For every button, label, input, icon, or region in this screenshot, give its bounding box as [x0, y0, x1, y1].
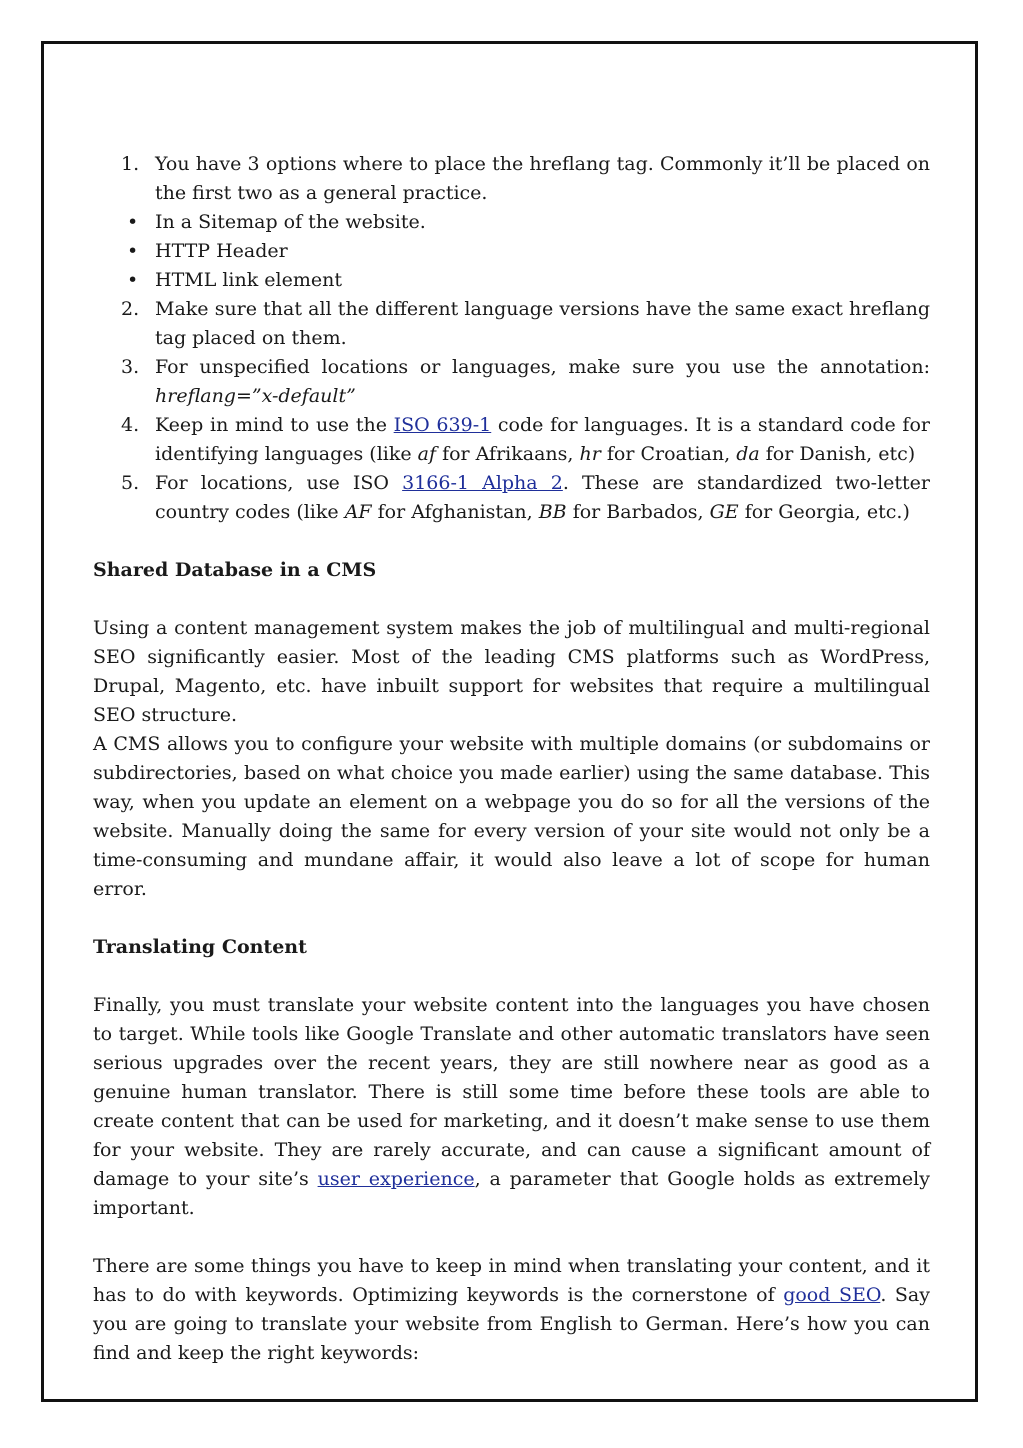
document-body [93, 150, 930, 1368]
code-hr: hr [579, 443, 601, 465]
section-heading-cms: Shared Database in a CMS [93, 559, 377, 581]
user-experience-link[interactable]: user experience [317, 1168, 475, 1190]
good-seo-link[interactable]: good SEO [783, 1284, 881, 1306]
paragraph-translating-2 [93, 1252, 930, 1368]
text-run: for Barbados, [566, 501, 710, 523]
spacer [93, 527, 930, 556]
text-run: for Croatian, [600, 443, 737, 465]
text-run: . Say you are going to translate your website from English to German. Here’s how you can find and keep the right keywords: [93, 1284, 930, 1364]
text-run: for Afghanistan, [371, 501, 539, 523]
spacer [93, 585, 930, 614]
list-number: 5. [121, 472, 140, 494]
text-run: . These are standardized two-letter country codes (like [155, 472, 930, 523]
list-number: 1. [121, 153, 140, 175]
bullet-icon: • [127, 211, 139, 233]
text-run: for Afrikaans, [436, 443, 580, 465]
text-run: , a parameter that Google holds as extremely important. [93, 1168, 930, 1219]
bullet-item-sitemap [93, 208, 930, 237]
iso-639-1-link[interactable]: ISO 639-1 [393, 414, 492, 436]
paragraph-translating-1 [93, 991, 930, 1223]
hreflang-annotation: hreflang=”x-default” [155, 385, 356, 407]
bullet-item-html-link [93, 266, 930, 295]
list-item-3 [93, 353, 930, 411]
code-af: af [417, 443, 437, 465]
spacer [93, 904, 930, 933]
bullet-text: HTML link element [155, 269, 342, 291]
code-BB: BB [538, 501, 567, 523]
spacer [93, 962, 930, 991]
bullet-icon: • [127, 269, 139, 291]
list-item-1 [93, 150, 930, 208]
list-item-text: Make sure that all the different language versions have the same exact hreflang tag placed on them. [155, 298, 930, 349]
bullet-icon: • [127, 240, 139, 262]
text-run: There are some things you have to keep in mind when translating your content, and it has to do with keywords. Optimizing keywords is the cornerstone of [93, 1255, 930, 1306]
spacer [93, 1223, 930, 1252]
text-run: code for languages. It is a standard code for identifying languages (like [155, 414, 930, 465]
list-item-5 [93, 469, 930, 527]
list-number: 4. [121, 414, 140, 436]
code-da: da [736, 443, 760, 465]
paragraph-cms-2: A CMS allows you to configure your website with multiple domains (or subdomains or subdirectories, based on what choice you made earlier) using the same database. This way, when you update an element on a webpage you do so for all the versions of the website. Manually doing the same for every version of your site would not only be a time-consuming and mundane affair, it would also leave a lot of scope for human error. [93, 733, 930, 900]
text-run: Finally, you must translate your website content into the languages you have chosen to target. While tools like Google Translate and other automatic translators have seen serious upgrades over the recent years, they are still nowhere near as good as a genuine human translator. There is still some time before these tools are able to create content that can be used for marketing, and it doesn’t make sense to use them for your website. They are rarely accurate, and can cause a significant amount of damage to your site’s [93, 994, 930, 1190]
list-item-text: For unspecified locations or languages, make sure you use the annotation: [155, 356, 930, 378]
list-item-2 [93, 295, 930, 353]
list-number: 3. [121, 356, 140, 378]
bullet-text: In a Sitemap of the website. [155, 211, 426, 233]
code-GE: GE [709, 501, 739, 523]
section-heading-translating: Translating Content [93, 936, 307, 958]
text-run: Keep in mind to use the [155, 414, 394, 436]
paragraph-cms-1: Using a content management system makes the job of multilingual and multi-regional SEO significantly easier. Most of the leading CMS platforms such as WordPress, Drupal, Magento, etc. have inbuilt support for websites that require a multilingual SEO structure. [93, 617, 930, 726]
list-item-4 [93, 411, 930, 469]
code-AF: AF [344, 501, 372, 523]
bullet-text: HTTP Header [155, 240, 288, 262]
bullet-item-http-header [93, 237, 930, 266]
list-item-text: You have 3 options where to place the hreflang tag. Commonly it’ll be placed on the first two as a general practice. [155, 153, 930, 204]
iso-3166-link[interactable]: 3166-1 Alpha 2 [402, 472, 563, 494]
text-run: for Georgia, etc.) [738, 501, 910, 523]
list-number: 2. [121, 298, 140, 320]
text-run: For locations, use ISO [155, 472, 403, 494]
text-run: for Danish, etc) [759, 443, 916, 465]
